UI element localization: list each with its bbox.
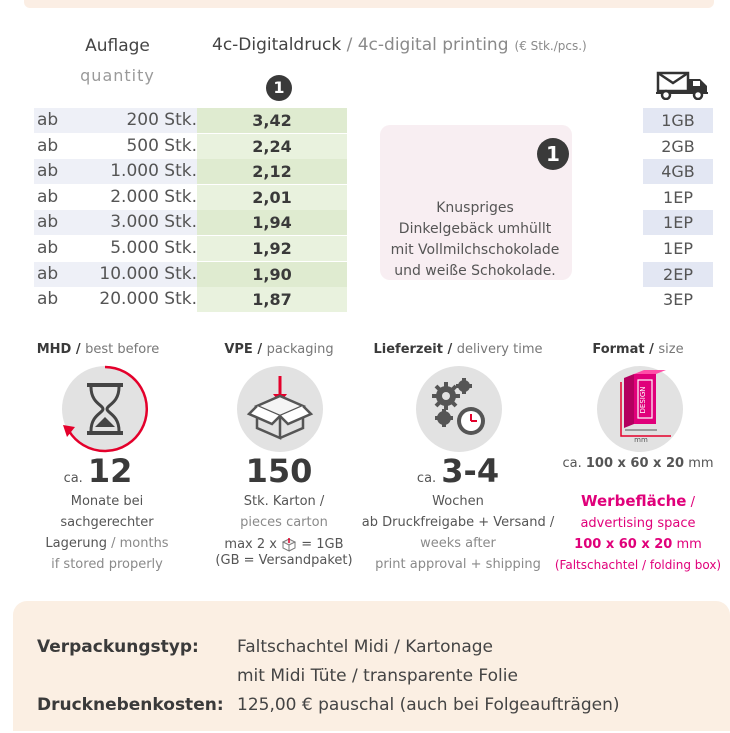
delivery-line: ab Druckfreigabe + Versand / xyxy=(361,515,555,530)
format-head-de: Format xyxy=(592,342,645,357)
werbe-size: 100 x 60 x 20 xyxy=(574,537,673,552)
werbe-en: advertising space xyxy=(580,516,696,531)
gears-clock-icon xyxy=(416,366,502,452)
row-quantity: 200 Stk. xyxy=(126,110,197,130)
vpe-number: 150 xyxy=(245,452,313,490)
format-ca: ca. xyxy=(562,456,582,471)
header-title xyxy=(212,35,587,55)
delivery-head-de: Lieferzeit xyxy=(373,342,443,357)
row-quantity: 1.000 Stk. xyxy=(110,161,197,182)
vpe-heading: VPE / packaging xyxy=(224,342,334,357)
shipping-cell: 1EP xyxy=(663,187,693,207)
row-price: 1,87 xyxy=(197,287,347,312)
icon-design-label: DESIGN xyxy=(639,386,647,414)
shipping-cell: 2GB xyxy=(661,136,695,156)
price-row xyxy=(34,185,347,210)
row-ab: ab xyxy=(37,110,59,130)
format-unit: mm xyxy=(688,456,714,471)
werbe-unit: mm xyxy=(676,537,702,552)
vpe-line: = 1GB xyxy=(301,537,344,552)
packaging-label: Verpackungstyp: xyxy=(37,637,199,657)
row-price: 1,92 xyxy=(197,236,347,261)
title-sep: / xyxy=(341,35,358,55)
werbe-de: Werbefläche xyxy=(581,492,687,510)
shipping-cell: 4GB xyxy=(643,159,713,184)
format-size-value: 100 x 60 x 20 xyxy=(585,456,685,471)
row-ab: ab xyxy=(37,263,59,284)
delivery-value xyxy=(368,452,548,490)
vpe-line: max 2 x xyxy=(224,537,277,552)
price-row xyxy=(34,134,347,159)
product-line: Dinkelgebäck umhüllt xyxy=(398,221,552,237)
mhd-value xyxy=(8,452,188,490)
top-strip xyxy=(24,0,714,8)
delivery-head-en: delivery time xyxy=(456,342,543,357)
cost-label: Drucknebenkosten: xyxy=(37,695,224,715)
mhd-head-en: best before xyxy=(85,342,160,357)
price-row xyxy=(34,159,347,184)
row-price: 1,90 xyxy=(197,262,347,287)
title-en: 4c-digital printing xyxy=(357,35,509,55)
format-head-en: size xyxy=(658,342,684,357)
box-design-icon xyxy=(597,366,683,452)
mhd-number: 12 xyxy=(87,452,133,490)
cost-value: 125,00 € pauschal (auch bei Folgeaufträgen) xyxy=(237,695,620,715)
row-ab: ab xyxy=(37,289,59,310)
vpe-text xyxy=(184,491,384,569)
format-heading: Format / size xyxy=(592,342,684,357)
small-box-icon xyxy=(281,538,297,552)
row-quantity: 10.000 Stk. xyxy=(99,263,197,284)
price-row xyxy=(34,108,347,133)
mhd-line: months xyxy=(119,536,169,551)
product-line: mit Vollmilchschokolade xyxy=(390,242,560,258)
vpe-line: (GB = Versandpaket) xyxy=(215,553,353,568)
truck-letter-icon xyxy=(656,70,710,100)
row-quantity: 5.000 Stk. xyxy=(110,238,197,258)
delivery-number: 3-4 xyxy=(441,452,500,490)
row-quantity: 2.000 Stk. xyxy=(110,186,197,207)
shipping-cell: 1EP xyxy=(643,210,713,235)
icon-mm-label: mm xyxy=(634,436,648,444)
delivery-ca: ca. xyxy=(416,471,437,486)
delivery-line: weeks after xyxy=(420,536,496,551)
row-ab: ab xyxy=(37,186,59,207)
price-row xyxy=(34,210,347,235)
product-line: Knuspriges xyxy=(436,200,514,216)
vpe-head-en: packaging xyxy=(266,342,334,357)
header-auflage: Auflage xyxy=(85,36,150,56)
mhd-line: Monate bei xyxy=(70,494,144,509)
price-row xyxy=(34,287,347,312)
shipping-cell: 1EP xyxy=(663,239,693,258)
row-ab: ab xyxy=(37,135,59,156)
row-price: 2,24 xyxy=(197,134,347,159)
box-icon xyxy=(237,366,323,452)
shipping-cell: 3EP xyxy=(663,290,693,310)
title-unit: (€ Stk./pcs.) xyxy=(514,39,587,53)
vpe-value xyxy=(189,452,369,490)
row-price: 2,01 xyxy=(197,185,347,210)
mhd-text: Monate bei sachgerechter Lagerung / months if stored properly xyxy=(7,491,207,575)
delivery-line: Wochen xyxy=(432,494,484,509)
packaging-value-line1: Faltschachtel Midi / Kartonage xyxy=(237,637,493,657)
product-description xyxy=(372,198,578,282)
price-row xyxy=(34,262,347,287)
mhd-head-de: MHD xyxy=(36,342,72,357)
row-quantity: 20.000 Stk. xyxy=(99,289,197,310)
delivery-line: print approval + shipping xyxy=(375,557,541,572)
mhd-line: Lagerung xyxy=(45,536,107,551)
row-ab: ab xyxy=(37,212,59,233)
werbe-note: (Faltschachtel / folding box) xyxy=(554,558,722,572)
row-price: 3,42 xyxy=(197,108,347,133)
product-line: und weiße Schokolade. xyxy=(394,263,556,279)
format-size xyxy=(538,453,730,474)
format-advertising: Werbefläche / advertising space 100 x 60 x 20 mm (Faltschachtel / folding box) xyxy=(538,491,730,576)
shipping-cell: 1GB xyxy=(643,108,713,133)
mhd-line: if stored properly xyxy=(51,557,163,572)
packaging-value-line2: mit Midi Tüte / transparente Folie xyxy=(237,666,518,686)
delivery-heading: Lieferzeit / delivery time xyxy=(373,342,543,357)
delivery-text xyxy=(358,491,558,575)
row-price: 2,12 xyxy=(197,159,347,184)
product-marker: 1 xyxy=(537,138,569,170)
price-row xyxy=(34,236,347,261)
header-quantity: quantity xyxy=(80,66,155,85)
title-de: 4c-Digitaldruck xyxy=(212,35,342,55)
row-ab: ab xyxy=(37,161,59,182)
row-ab: ab xyxy=(37,238,59,258)
variant-marker: 1 xyxy=(266,75,292,101)
hourglass-icon xyxy=(62,366,148,452)
shipping-cell: 2EP xyxy=(643,262,713,287)
mhd-heading: MHD / best before xyxy=(36,342,160,357)
vpe-head-de: VPE xyxy=(224,342,253,357)
vpe-line: Stk. Karton / xyxy=(243,494,325,509)
mhd-ca: ca. xyxy=(63,471,83,486)
row-price: 1,94 xyxy=(197,210,347,235)
row-quantity: 500 Stk. xyxy=(126,135,197,156)
row-quantity: 3.000 Stk. xyxy=(110,212,197,233)
mhd-line: sachgerechter xyxy=(60,515,154,530)
vpe-line: pieces carton xyxy=(240,515,328,530)
